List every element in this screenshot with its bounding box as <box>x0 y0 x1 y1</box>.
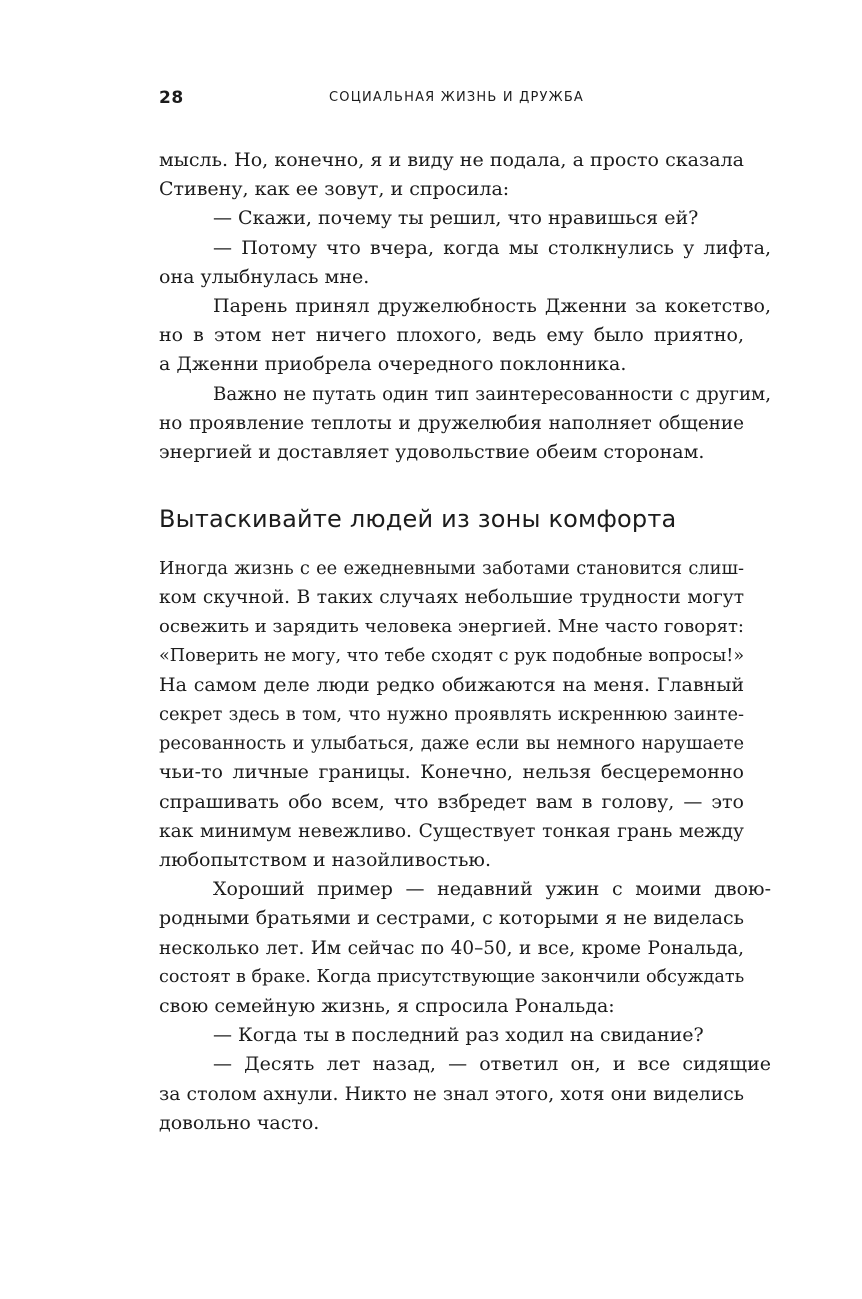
body-text-block-1 <box>159 146 771 467</box>
text-line: Важно не путать один тип заинтересованности с другим, <box>213 383 771 405</box>
text-line: свою семейную жизнь, я спросила Рональда: <box>159 995 615 1018</box>
text-line: — Потому что вчера, когда мы столкнулись у лифта, <box>213 236 771 259</box>
text-line: за столом ахнули. Никто не знал этого, хотя они виделись <box>159 1083 744 1105</box>
text-line: На самом деле люди редко обижаются на меня. Главный <box>159 673 744 696</box>
text-line: Парень принял дружелюбность Дженни за кокетство, <box>213 295 771 318</box>
text-line: — Скажи, почему ты решил, что нравишься ей? <box>213 207 699 230</box>
text-line: — Когда ты в последний раз ходил на свидание? <box>213 1024 704 1047</box>
text-line: чьи-то личные границы. Конечно, нельзя бесцеремонно <box>159 761 744 784</box>
page-number: 28 <box>159 88 184 108</box>
page-header <box>159 88 744 114</box>
text-line: любопытством и назойливостью. <box>159 849 491 872</box>
text-line: Иногда жизнь с ее ежедневными заботами становится слиш- <box>159 558 744 579</box>
text-line: мысль. Но, конечно, я и виду не подала, а просто сказала <box>159 149 744 171</box>
text-line: она улыбнулась мне. <box>159 265 370 288</box>
text-line: но в этом нет ничего плохого, ведь ему было приятно, <box>159 324 744 347</box>
body-text-block-2 <box>159 554 771 1138</box>
text-line: спрашивать обо всем, что взбредет вам в голову, — это <box>159 790 744 813</box>
running-title: СОЦИАЛЬНАЯ ЖИЗНЬ И ДРУЖБА <box>329 90 585 105</box>
section-heading: Вытаскивайте людей из зоны комфорта <box>159 505 677 533</box>
text-line: освежить и зарядить человека энергией. Мне часто говорят: <box>159 616 744 638</box>
text-line: — Десять лет назад, — ответил он, и все сидящие <box>213 1053 771 1076</box>
text-line: несколько лет. Им сейчас по 40–50, и все, кроме Рональда, <box>159 937 744 959</box>
text-line: а Дженни приобрела очередного поклонника. <box>159 353 627 376</box>
text-line: энергией и доставляет удовольствие обеим сторонам. <box>159 441 705 464</box>
text-line: родными братьями и сестрами, с которыми я не виделась <box>159 907 744 930</box>
text-line: как минимум невежливо. Существует тонкая грань между <box>159 820 744 842</box>
text-line: Стивену, как ее зовут, и спросила: <box>159 178 510 201</box>
text-line: секрет здесь в том, что нужно проявлять искреннюю заинте- <box>159 704 744 726</box>
text-line: ком скучной. В таких случаях небольшие трудности могут <box>159 587 744 609</box>
text-line: но проявление теплоты и дружелюбия наполняет общение <box>159 412 744 434</box>
text-line: Хороший пример — недавний ужин с моими двою- <box>213 878 771 901</box>
text-line: состоят в браке. Когда присутствующие закончили обсуждать <box>159 966 745 987</box>
text-line: «Поверить не могу, что тебе сходят с рук подобные вопросы!» <box>159 645 745 666</box>
text-line: ресованность и улыбаться, даже если вы немного нарушаете <box>159 733 744 755</box>
text-line: довольно часто. <box>159 1111 320 1134</box>
